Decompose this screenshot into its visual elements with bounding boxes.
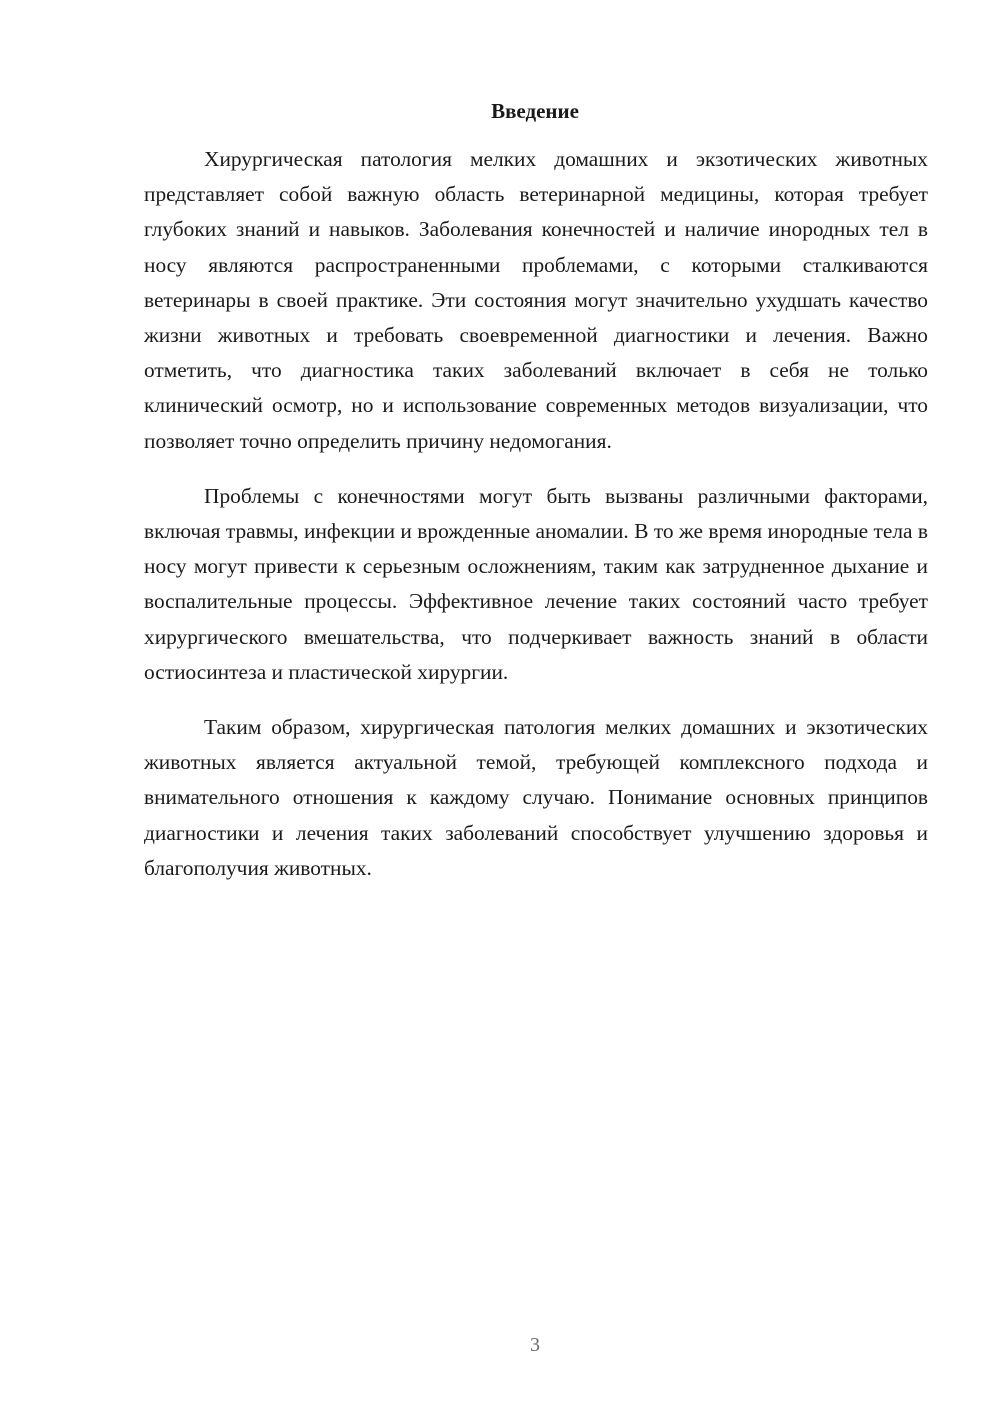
paragraph-1: Хирургическая патология мелких домашних и экзотических животных представляет собой важную область ветеринарной медицины, которая требует глубоких знаний и навыков. Заболевания конечностей и наличие инородных тел в носу являются распространенными проблемами, с которыми сталкиваются ветеринары в своей практике. Эти состояния могут значительно ухудшать качество жизни животных и требовать своевременной диагностики и лечения. Важно отметить, что диагностика таких заболеваний включает в себя не только клинический осмотр, но и использование современных методов визуализации, что позволяет точно определить причину недомогания. [144, 147, 928, 453]
section-heading: Введение [491, 99, 579, 123]
paragraph-3: Таким образом, хирургическая патология мелких домашних и экзотических животных является актуальной темой, требующей комплексного подхода и внимательного отношения к каждому случаю. Понимание основных принципов диагностики и лечения таких заболеваний способствует улучшению здоровья и благополучия животных. [144, 715, 928, 880]
paragraph-2: Проблемы с конечностями могут быть вызваны различными факторами, включая травмы, инфекции и врожденные аномалии. В то же время инородные тела в носу могут привести к серьезным осложнениям, таким как затрудненное дыхание и воспалительные процессы. Эффективное лечение таких состояний часто требует хирургического вмешательства, что подчеркивает важность знаний в области остиосинтеза и пластической хирургии. [144, 483, 928, 684]
page-number: 3 [530, 1334, 540, 1356]
body-text [144, 142, 928, 906]
